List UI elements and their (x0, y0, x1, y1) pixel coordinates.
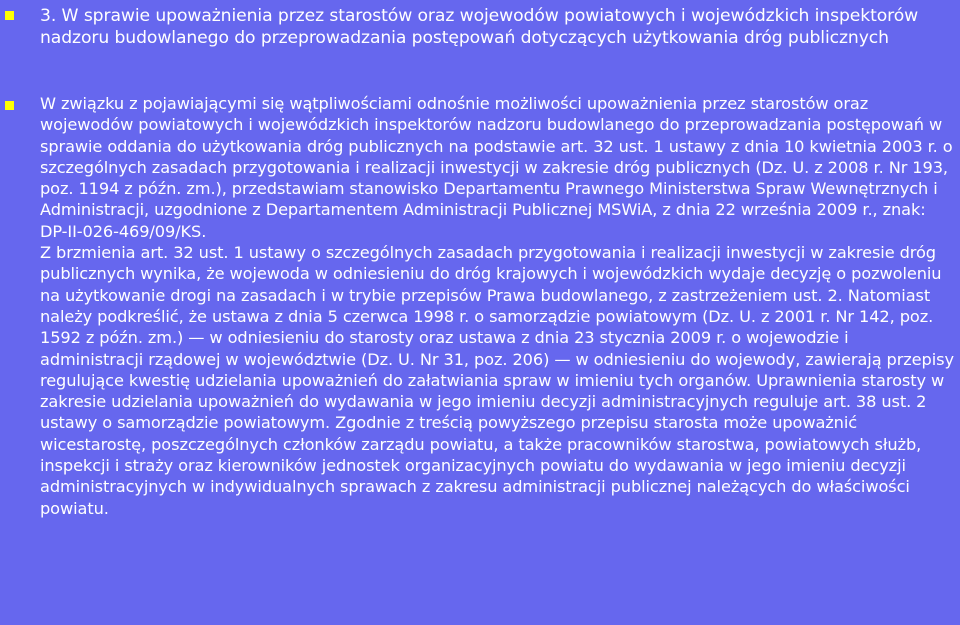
paragraph-intro: W związku z pojawiającymi się wątpliwościami odnośnie możliwości upoważnienia przez starostów oraz wojewodów powiatowych i wojewódzkich inspektorów nadzoru budowlanego do przeprowadzania postępowań w sprawie oddania do użytkowania dróg publicznych na podstawie art. 32 ust. 1 ustawy z dnia 10 kwietnia 2003 r. o szczególnych zasadach przygotowania i realizacji inwestycji w zakresie dróg publicznych (Dz. U. z 2008 r. Nr 193, poz. 1194 z późn. zm.), przedstawiam stanowisko Departamentu Prawnego Ministerstwa Spraw Wewnętrznych i Administracji, uzgodnione z Departamentem Administracji Publicznej MSWiA, z dnia 22 września 2009 r., znak: DP-II-026-469/09/KS. (40, 94, 953, 241)
paragraph-body: Z brzmienia art. 32 ust. 1 ustawy o szczególnych zasadach przygotowania i realizacji inwestycji w zakresie dróg publicznych wynika, że wojewoda w odniesieniu do dróg krajowych i wojewódzkich wydaje decyzję o pozwoleniu na użytkowanie drogi na zasadach i w trybie przepisów Prawa budowlanego, z zastrzeżeniem ust. 2. Natomiast należy podkreślić, że ustawa z dnia 5 czerwca 1998 r. o samorządzie powiatowym (Dz. U. z 2001 r. Nr 142, poz. 1592 z późn. zm.) — w odniesieniu do starosty oraz ustawa z dnia 23 stycznia 2009 r. o wojewodzie i administracji rządowej w województwie (Dz. U. Nr 31, poz. 206) — w odniesieniu do wojewody, zawierają przepisy regulujące kwestię udzielania upoważnień do załatwiania spraw w imieniu tych organów. Uprawnienia starosty w zakresie udzielania upoważnień do wydawania w jego imieniu decyzji administracyjnych reguluje art. 38 ust. 2 ustawy o samorządzie powiatowym. Zgodnie z treścią powyższego przepisu starosta może upoważnić wicestarostę, poszczególnych członków zarządu powiatu, a także pracowników starostwa, powiatowych służb, inspekcji i straży oraz kierowników jednostek organizacyjnych powiatu do wydawania w jego imieniu decyzji administracyjnych w indywidualnych sprawach z zakresu administracji publicznej należących do właściwości powiatu. (40, 243, 954, 518)
slide-heading: 3. W sprawie upoważnienia przez starostów oraz wojewodów powiatowych i wojewódzkich inspektorów nadzoru budowlanego do przeprowadzania postępowań dotyczących użytkowania dróg publicznych (40, 6, 919, 48)
slide-paragraph (40, 93, 956, 519)
heading-bullet-icon (5, 11, 14, 20)
paragraph-bullet-icon (5, 101, 14, 110)
